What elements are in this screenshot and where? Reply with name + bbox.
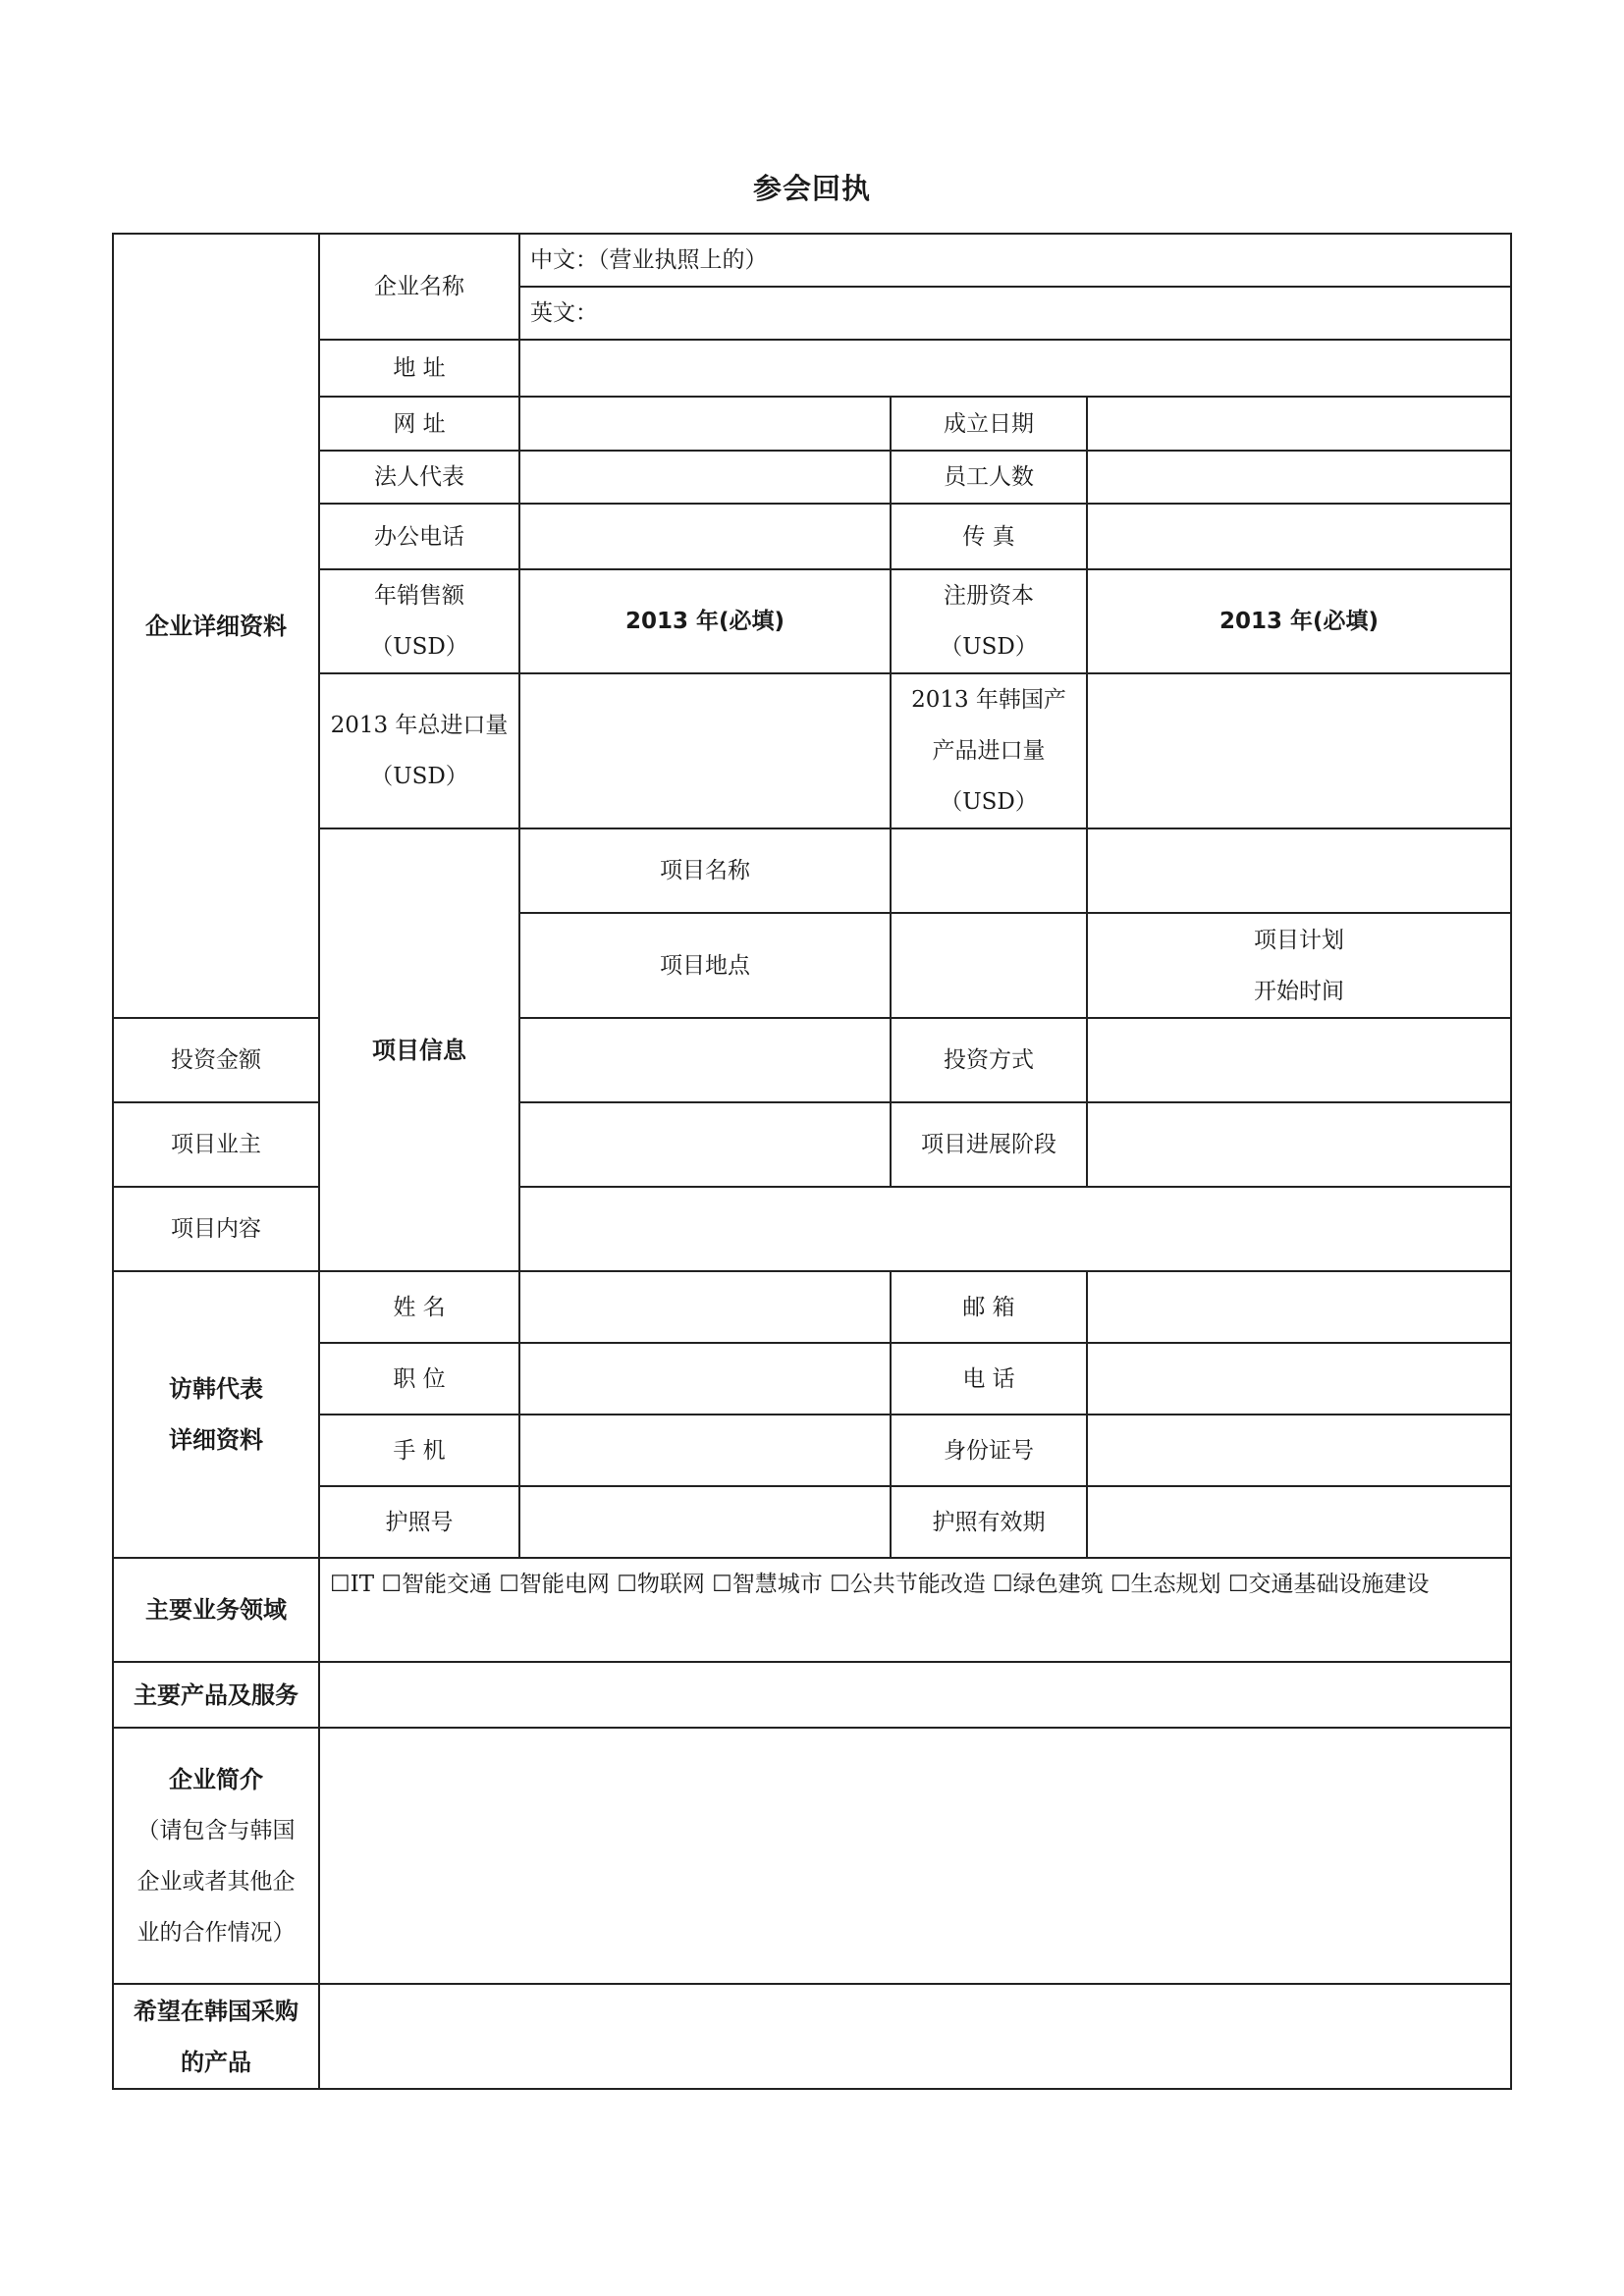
field-rep-passport[interactable]	[519, 1486, 891, 1558]
label-plan-start	[1087, 913, 1511, 1018]
field-address[interactable]	[519, 340, 1511, 397]
label-rep-position: 职 位	[319, 1343, 519, 1415]
field-rep-id-number[interactable]	[1087, 1415, 1511, 1486]
section-project-info: 项目信息	[319, 828, 519, 1271]
label-plan-start-line2: 开始时间	[1254, 978, 1345, 1004]
label-project-content: 项目内容	[113, 1187, 319, 1271]
field-legal-rep[interactable]	[519, 451, 891, 504]
label-address: 地 址	[319, 340, 519, 397]
label-korea-import-line3: （USD）	[940, 789, 1038, 815]
section-company-intro-line4: 业的合作情况）	[136, 1919, 296, 1946]
label-rep-mobile: 手 机	[319, 1415, 519, 1486]
field-korea-import[interactable]	[1087, 673, 1511, 828]
field-project-owner[interactable]	[519, 1102, 891, 1187]
label-total-import	[319, 673, 519, 828]
label-annual-sales-line2: （USD）	[370, 634, 468, 660]
label-rep-passport-expiry: 护照有效期	[891, 1486, 1087, 1558]
label-rep-passport: 护照号	[319, 1486, 519, 1558]
field-company-name-cn[interactable]: 中文：（营业执照上的）	[519, 234, 1511, 287]
page-title: 参会回执	[752, 172, 871, 205]
label-investment-method: 投资方式	[891, 1018, 1087, 1102]
section-representative-line1: 访韩代表	[169, 1375, 263, 1403]
field-rep-phone[interactable]	[1087, 1343, 1511, 1415]
label-legal-rep: 法人代表	[319, 451, 519, 504]
label-total-import-line1: 2013 年总进口量	[330, 713, 509, 738]
field-rep-passport-expiry[interactable]	[1087, 1486, 1511, 1558]
section-company-intro-line2: （请包含与韩国	[136, 1817, 296, 1843]
field-company-intro[interactable]	[319, 1728, 1511, 1984]
field-project-content[interactable]	[519, 1187, 1511, 1271]
section-korea-purchase	[113, 1984, 319, 2089]
section-representative	[113, 1271, 319, 1558]
label-project-progress: 项目进展阶段	[891, 1102, 1087, 1187]
label-korea-import	[891, 673, 1087, 828]
registration-form-table	[112, 233, 1512, 2090]
field-fax[interactable]	[1087, 504, 1511, 569]
field-project-blank[interactable]	[1087, 828, 1511, 913]
section-representative-line2: 详细资料	[169, 1426, 263, 1454]
field-annual-sales[interactable]: 2013 年(必填)	[519, 569, 891, 673]
label-investment-amount: 投资金额	[113, 1018, 319, 1102]
label-annual-sales	[319, 569, 519, 673]
section-products-services: 主要产品及服务	[113, 1662, 319, 1728]
label-project-owner: 项目业主	[113, 1102, 319, 1187]
label-project-location: 项目地点	[519, 913, 891, 1018]
field-company-name-en[interactable]: 英文：	[519, 287, 1511, 340]
label-registered-capital-line2: （USD）	[940, 634, 1038, 660]
label-company-name: 企业名称	[319, 234, 519, 340]
label-rep-name: 姓 名	[319, 1271, 519, 1343]
label-registered-capital-line1: 注册资本	[944, 583, 1034, 609]
field-project-location[interactable]	[891, 913, 1087, 1018]
field-office-phone[interactable]	[519, 504, 891, 569]
field-registered-capital[interactable]: 2013 年(必填)	[1087, 569, 1511, 673]
field-products-services[interactable]	[319, 1662, 1511, 1728]
section-company-details: 企业详细资料	[113, 234, 319, 1018]
business-area-checkboxes[interactable]: ☐IT ☐智能交通 ☐智能电网 ☐物联网 ☐智慧城市 ☐公共节能改造 ☐绿色建筑 ☐生态规划 ☐交通基础设施建设	[319, 1558, 1511, 1662]
label-founded-date: 成立日期	[891, 397, 1087, 451]
label-fax: 传 真	[891, 504, 1087, 569]
label-website: 网 址	[319, 397, 519, 451]
section-company-intro	[113, 1728, 319, 1984]
section-business-areas: 主要业务领域	[113, 1558, 319, 1662]
label-employee-count: 员工人数	[891, 451, 1087, 504]
field-rep-email[interactable]	[1087, 1271, 1511, 1343]
field-korea-purchase[interactable]	[319, 1984, 1511, 2089]
label-annual-sales-line1: 年销售额	[374, 583, 464, 609]
label-total-import-line2: （USD）	[370, 764, 468, 789]
label-project-name: 项目名称	[519, 828, 891, 913]
label-rep-id-number: 身份证号	[891, 1415, 1087, 1486]
section-company-intro-line3: 企业或者其他企	[136, 1868, 296, 1895]
field-rep-name[interactable]	[519, 1271, 891, 1343]
label-rep-phone: 电 话	[891, 1343, 1087, 1415]
field-rep-mobile[interactable]	[519, 1415, 891, 1486]
field-founded-date[interactable]	[1087, 397, 1511, 451]
label-korea-import-line2: 产品进口量	[932, 738, 1046, 764]
section-korea-purchase-line1: 希望在韩国采购	[134, 1997, 298, 2025]
label-plan-start-line1: 项目计划	[1254, 927, 1345, 953]
field-project-progress[interactable]	[1087, 1102, 1511, 1187]
field-employee-count[interactable]	[1087, 451, 1511, 504]
label-registered-capital	[891, 569, 1087, 673]
label-office-phone: 办公电话	[319, 504, 519, 569]
field-total-import[interactable]	[519, 673, 891, 828]
label-korea-import-line1: 2013 年韩国产	[911, 687, 1066, 713]
section-company-intro-title: 企业简介	[169, 1765, 263, 1793]
field-project-name[interactable]	[891, 828, 1087, 913]
section-korea-purchase-line2: 的产品	[181, 2048, 251, 2076]
field-rep-position[interactable]	[519, 1343, 891, 1415]
field-investment-amount[interactable]	[519, 1018, 891, 1102]
field-website[interactable]	[519, 397, 891, 451]
label-rep-email: 邮 箱	[891, 1271, 1087, 1343]
field-investment-method[interactable]	[1087, 1018, 1511, 1102]
